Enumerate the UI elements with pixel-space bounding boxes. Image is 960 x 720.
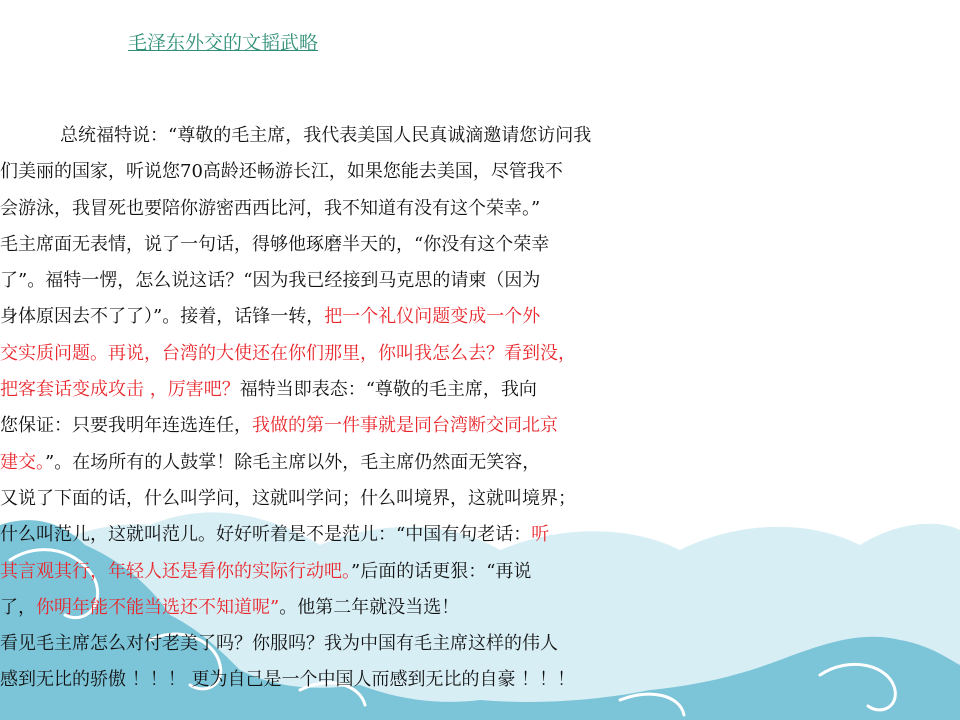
text-line: [0, 481, 960, 517]
text-line: [0, 662, 960, 698]
text-segment: 感到无比的骄傲 ！！！ 更为自己是一个中国人而感到无比的自豪 ！！！: [0, 669, 576, 691]
highlighted-text: 把一个礼仪问题变成一个外: [324, 306, 541, 328]
text-segment: 总统福特说：“尊敬的毛主席，我代表美国人民真诚滴邀请您访问我: [60, 125, 592, 146]
highlighted-text: 把客套话变成攻击 ，厉害吧？: [0, 379, 240, 401]
text-segment: ”后面的话更狠：“再说: [351, 560, 532, 582]
text-segment: 毛主席面无表情，说了一句话，得够他琢磨半天的，“你没有这个荣幸: [0, 233, 550, 255]
highlighted-text: 建交。: [0, 451, 45, 473]
text-segment: 。他第二年就没当选！: [279, 596, 460, 618]
text-line: [0, 372, 960, 408]
highlighted-text: 交实质问题。再说，台湾的大使还在你们那里，你叫我怎么去？看到没，: [0, 342, 576, 364]
text-line: [0, 408, 960, 444]
text-segment: 会游泳，我冒死也要陪你游密西西比河，我不知道有没有这个荣幸。”: [0, 197, 541, 219]
text-line: [0, 227, 960, 263]
text-line: [0, 445, 960, 481]
text-line: [0, 554, 960, 590]
text-line: [0, 263, 960, 299]
text-line: [0, 517, 960, 553]
text-segment: 了”。福特一愣，怎么说这话？“因为我已经接到马克思的请柬（因为: [0, 270, 541, 292]
text-segment: 身体原因去不了了）”。接着，话锋一转，: [0, 306, 325, 328]
highlighted-text: 你明年能不能当选还不知道呢”: [36, 596, 280, 618]
text-segment: 们美丽的国家，听说您70高龄还畅游长江，如果您能去美国，尽管我不: [0, 161, 563, 183]
text-segment: 福特当即表态：“尊敬的毛主席，我向: [239, 379, 537, 401]
text-line: [0, 191, 960, 227]
text-line: [0, 118, 960, 154]
highlighted-text: 我做的第一件事就是同台湾断交同北京: [252, 415, 558, 437]
text-line: [0, 626, 960, 662]
text-segment: 什么叫范儿，这就叫范儿。好好听着是不是范儿：“中国有句老话：: [0, 524, 532, 546]
body-text: [0, 118, 960, 699]
text-line: [0, 336, 960, 372]
highlighted-text: 其言观其行，年轻人还是看你的实际行动吧。: [0, 560, 351, 582]
text-segment: 了，: [0, 596, 36, 618]
text-line: [0, 590, 960, 626]
text-line: [0, 299, 960, 335]
text-segment: 您保证：只要我明年连选连任，: [0, 415, 252, 437]
text-line: [0, 154, 960, 190]
text-segment: 又说了下面的话，什么叫学问，这就叫学问；什么叫境界，这就叫境界；: [0, 487, 576, 509]
text-segment: 看见毛主席怎么对付老美了吗？你服吗？我为中国有毛主席这样的伟人: [0, 633, 558, 655]
highlighted-text: 听: [531, 524, 550, 546]
text-segment: ”。在场所有的人鼓掌！除毛主席以外，毛主席仍然面无笑容，: [45, 451, 541, 473]
slide-title-link[interactable]: 毛泽东外交的文韬武略: [128, 32, 319, 54]
